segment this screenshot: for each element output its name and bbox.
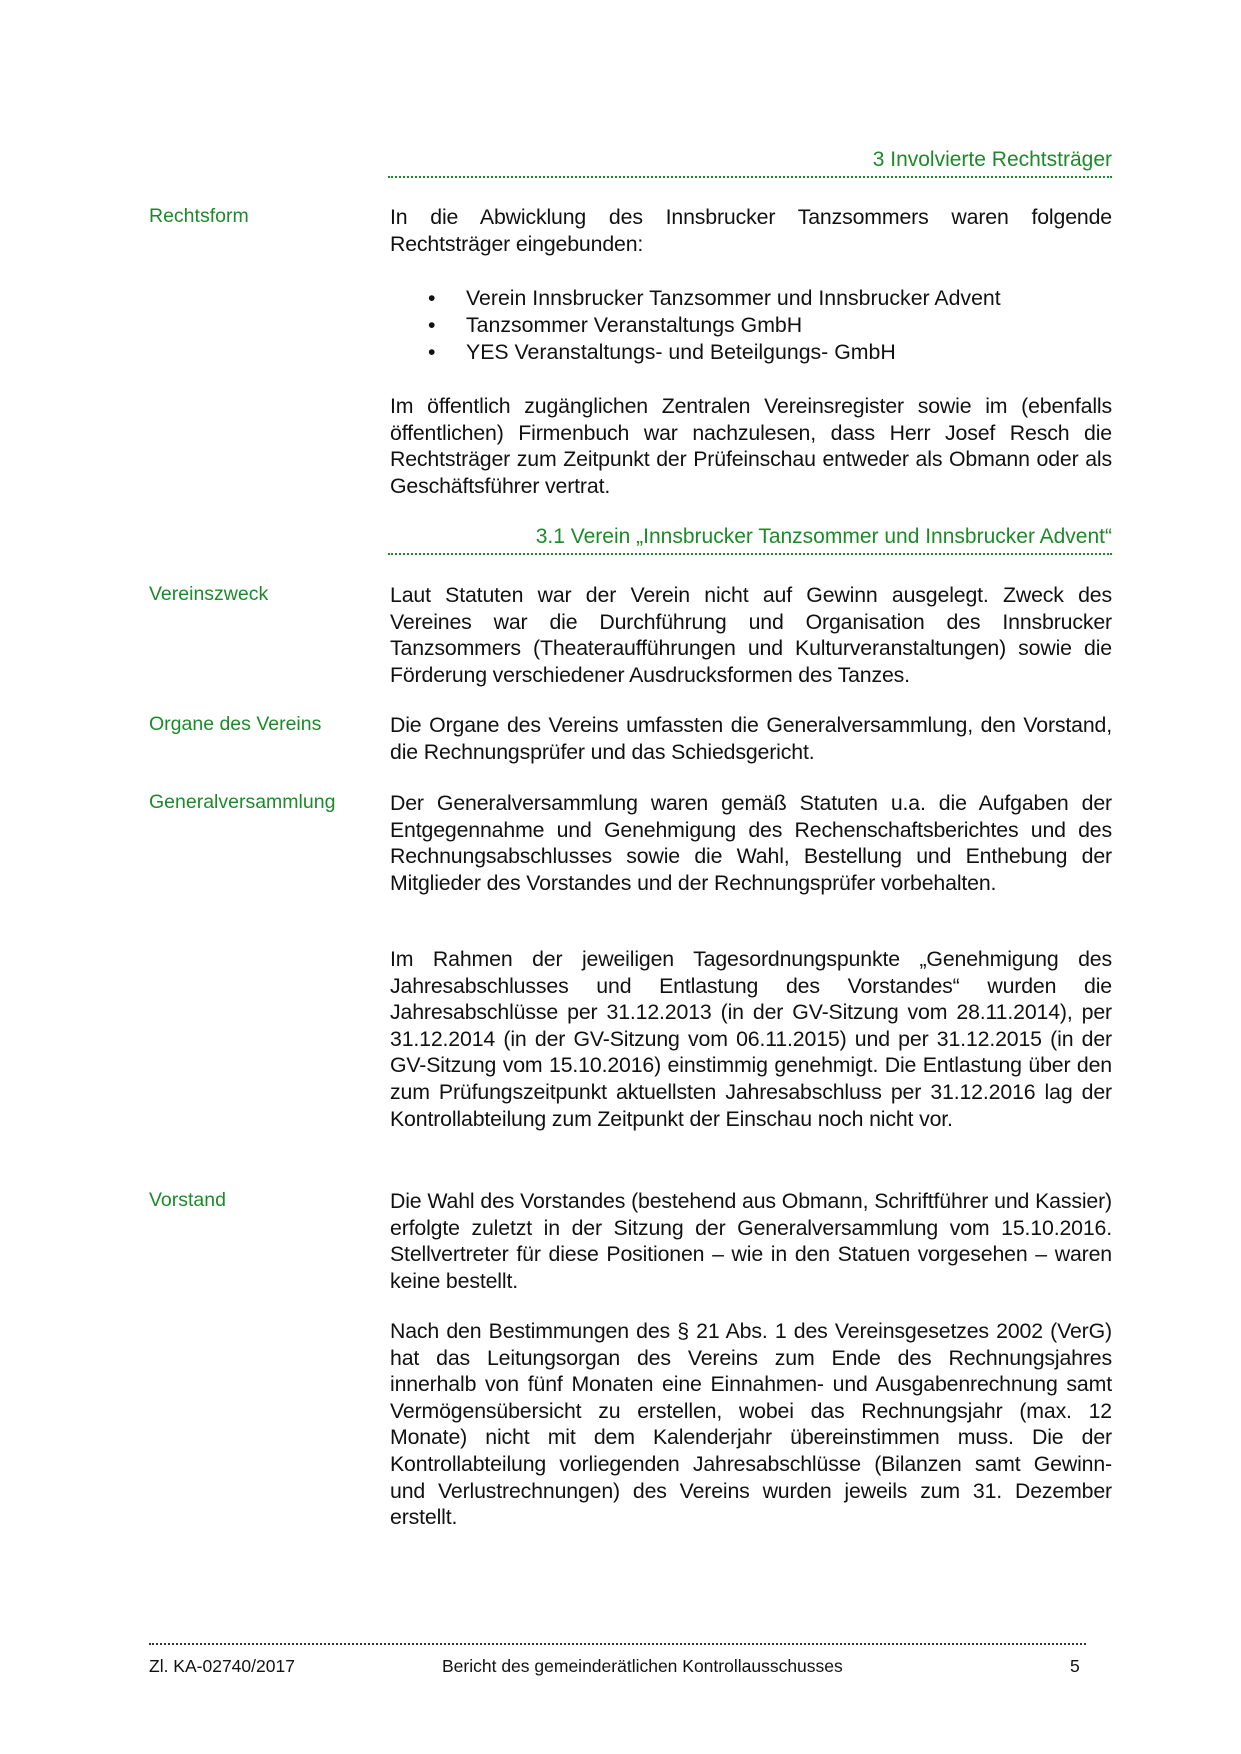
list-item: • YES Veranstaltungs- und Beteilgungs- GmbH (428, 340, 896, 364)
footer-reference: Zl. KA-02740/2017 (149, 1656, 295, 1676)
margin-label-vorstand: Vorstand (149, 1189, 226, 1211)
generalversammlung-text: Der Generalversammlung waren gemäß Statuten u.a. die Aufgaben der Entgegennahme und Genehmigung des Rechenschaftsberichtes und des Rechnungsabschlusses sowie die Wahl, Bestellung und Enthebung der Mitglieder des Vorstandes und der Rechnungsprüfer vorbehalten. (390, 791, 1112, 895)
list-item: • Verein Innsbrucker Tanzsommer und Innsbrucker Advent (428, 286, 1001, 310)
page-number: 5 (1070, 1656, 1080, 1676)
margin-label-generalversammlung: Generalversammlung (149, 791, 336, 813)
list-item: • Tanzsommer Veranstaltungs GmbH (428, 313, 803, 337)
footer-title: Bericht des gemeinderätlichen Kontrollausschusses (442, 1656, 843, 1676)
footer-rule (149, 1643, 1086, 1645)
bullet-icon: • (428, 313, 436, 337)
bullet-icon: • (428, 286, 436, 310)
subsection-heading-rule (388, 553, 1112, 555)
organe-text: Die Organe des Vereins umfassten die Generalversammlung, den Vorstand, die Rechnungsprüfer und das Schiedsgericht. (390, 713, 1112, 764)
margin-label-vereinszweck: Vereinszweck (149, 583, 269, 605)
rechtsform-intro: In die Abwicklung des Innsbrucker Tanzsommers waren folgende Rechtsträger eingebunden: (390, 205, 1112, 256)
section-heading: 3 Involvierte Rechtsträger (872, 148, 1112, 171)
rechtstraeger-list (390, 285, 1112, 366)
generalversammlung-text-2: Im Rahmen der jeweiligen Tagesordnungspunkte „Genehmigung des Jahresabschlusses und Entlastung des Vorstandes“ wurden die Jahresabschlüsse per 31.12.2013 (in der GV-Sitzung vom 28.11.2014), per 31.12.2014 (in der GV-Sitzung vom 06.11.2015) und per 31.12.2015 (in der GV-Sitzung vom 15.10.2016) einstimmig genehmigt. Die Entlastung über den zum Prüfungszeitpunkt aktuellsten Jahresabschluss per 31.12.2016 lag der Kontrollabteilung zum Zeitpunkt der Einschau noch nicht vor. (390, 947, 1112, 1131)
rechtsform-paragraph: Im öffentlich zugänglichen Zentralen Vereinsregister sowie im (ebenfalls öffentlichen) Firmenbuch war nachzulesen, dass Herr Josef Resch die Rechtsträger zum Zeitpunkt der Prüfeinschau entweder als Obmann oder als Geschäftsführer vertrat. (390, 394, 1112, 498)
vorstand-text-2: Nach den Bestimmungen des § 21 Abs. 1 des Vereinsgesetzes 2002 (VerG) hat das Leitungsorgan des Vereins zum Ende des Rechnungsjahres innerhalb von fünf Monaten eine Einnahmen- und Ausgabenrechnung samt Vermögensübersicht zu erstellen, wobei das Rechnungsjahr (max. 12 Monate) nicht mit dem Kalenderjahr übereinstimmen muss. Die der Kontrollabteilung vorliegenden Jahresabschlüsse (Bilanzen samt Gewinn- und Verlustrechnungen) des Vereins wurden jeweils zum 31. Dezember erstellt. (390, 1319, 1112, 1530)
margin-label-rechtsform: Rechtsform (149, 205, 249, 227)
subsection-heading: 3.1 Verein „Innsbrucker Tanzsommer und Innsbrucker Advent“ (535, 525, 1112, 548)
vorstand-text: Die Wahl des Vorstandes (bestehend aus Obmann, Schriftführer und Kassier) erfolgte zuletzt in der Sitzung der Generalversammlung vom 15.10.2016. Stellvertreter für diese Positionen – wie in den Statuen vorgesehen – waren keine bestellt. (390, 1189, 1112, 1293)
margin-label-organe: Organe des Vereins (149, 713, 322, 735)
bullet-icon: • (428, 340, 436, 364)
section-heading-rule (388, 176, 1112, 178)
vereinszweck-text: Laut Statuten war der Verein nicht auf Gewinn ausgelegt. Zweck des Vereines war die Durchführung und Organisation des Innsbrucker Tanzsommers (Theateraufführungen und Kulturveranstaltungen) sowie die Förderung verschiedener Ausdrucksformen des Tanzes. (390, 583, 1112, 687)
